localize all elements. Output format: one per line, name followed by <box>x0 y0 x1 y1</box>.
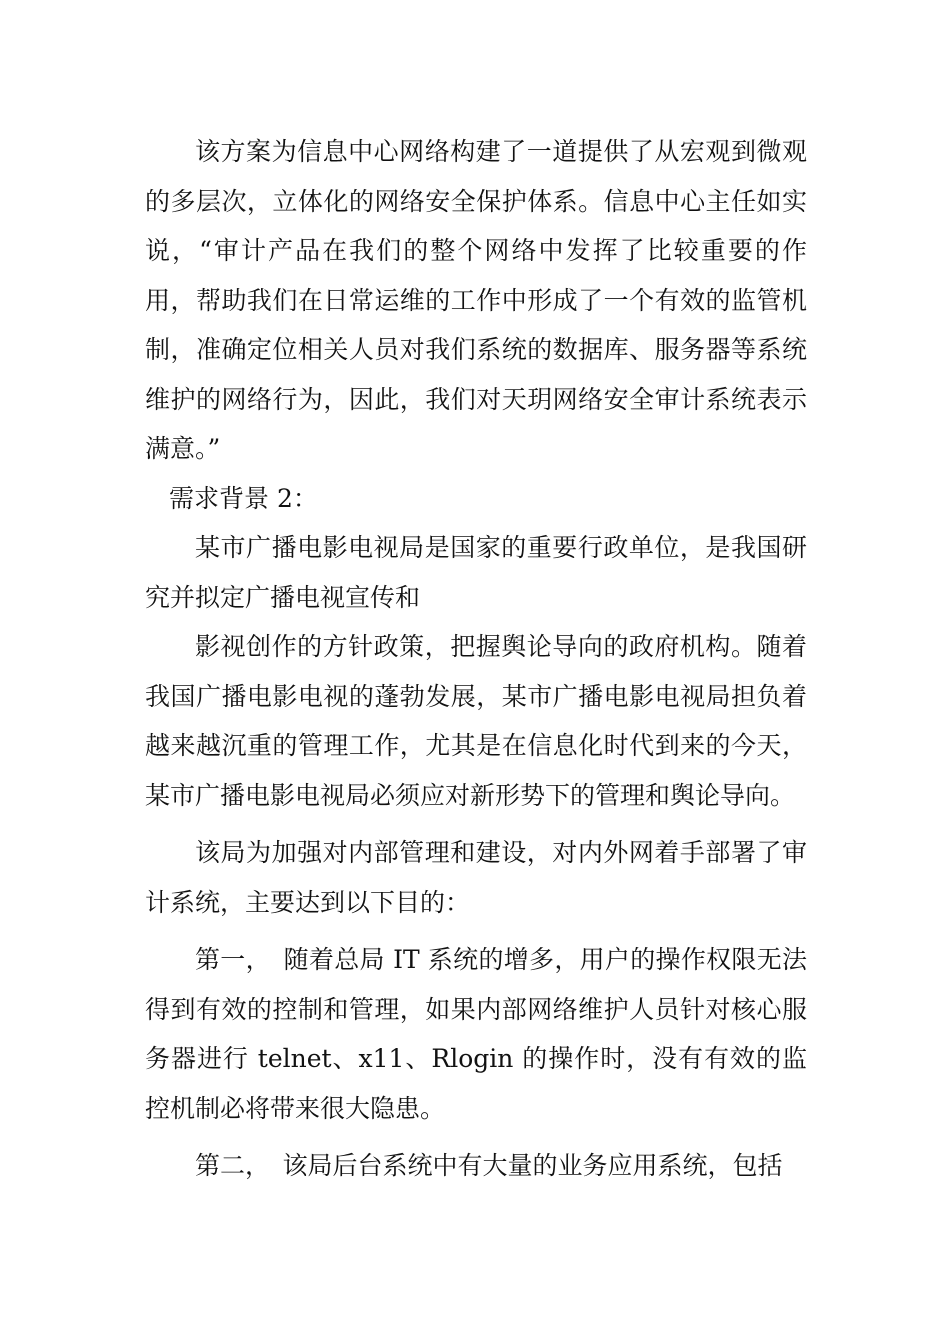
section-heading-background-2: 需求背景 2： <box>169 483 318 513</box>
document-body <box>145 127 807 1191</box>
paragraph-bureau-role: 影视创作的方针政策，把握舆论导向的政府机构。随着我国广播电影电视的蓬勃发展，某市广播电影电视局担负着越来越沉重的管理工作，尤其是在信息化时代到来的今天，某市广播电影电视局必须应对新形势下的管理和舆论导向。 <box>145 632 807 810</box>
paragraph-audit-goals: 该局为加强对内部管理和建设，对内外网着手部署了审计系统，主要达到以下目的： <box>145 838 807 917</box>
paragraph-bureau-intro: 某市广播电影电视局是国家的重要行政单位，是我国研究并拟定广播电视宣传和 <box>145 533 807 612</box>
paragraph-audit-summary: 该方案为信息中心网络构建了一道提供了从宏观到微观的多层次，立体化的网络安全保护体系。信息中心主任如实说，“审计产品在我们的整个网络中发挥了比较重要的作用，帮助我们在日常运维的工作中形成了一个有效的监管机制，准确定位相关人员对我们系统的数据库、服务器等系统维护的网络行为，因此，我们对天玥网络安全审计系统表示满意。” <box>145 137 807 463</box>
paragraph-goal-second: 第二， 该局后台系统中有大量的业务应用系统，包括 <box>195 1151 783 1180</box>
paragraph-goal-first: 第一， 随着总局 IT 系统的增多，用户的操作权限无法得到有效的控制和管理，如果内部网络维护人员针对核心服务器进行 telnet、x11、Rlogin 的操作时，没有有效的监控机制必将带来很大隐患。 <box>145 945 807 1123</box>
